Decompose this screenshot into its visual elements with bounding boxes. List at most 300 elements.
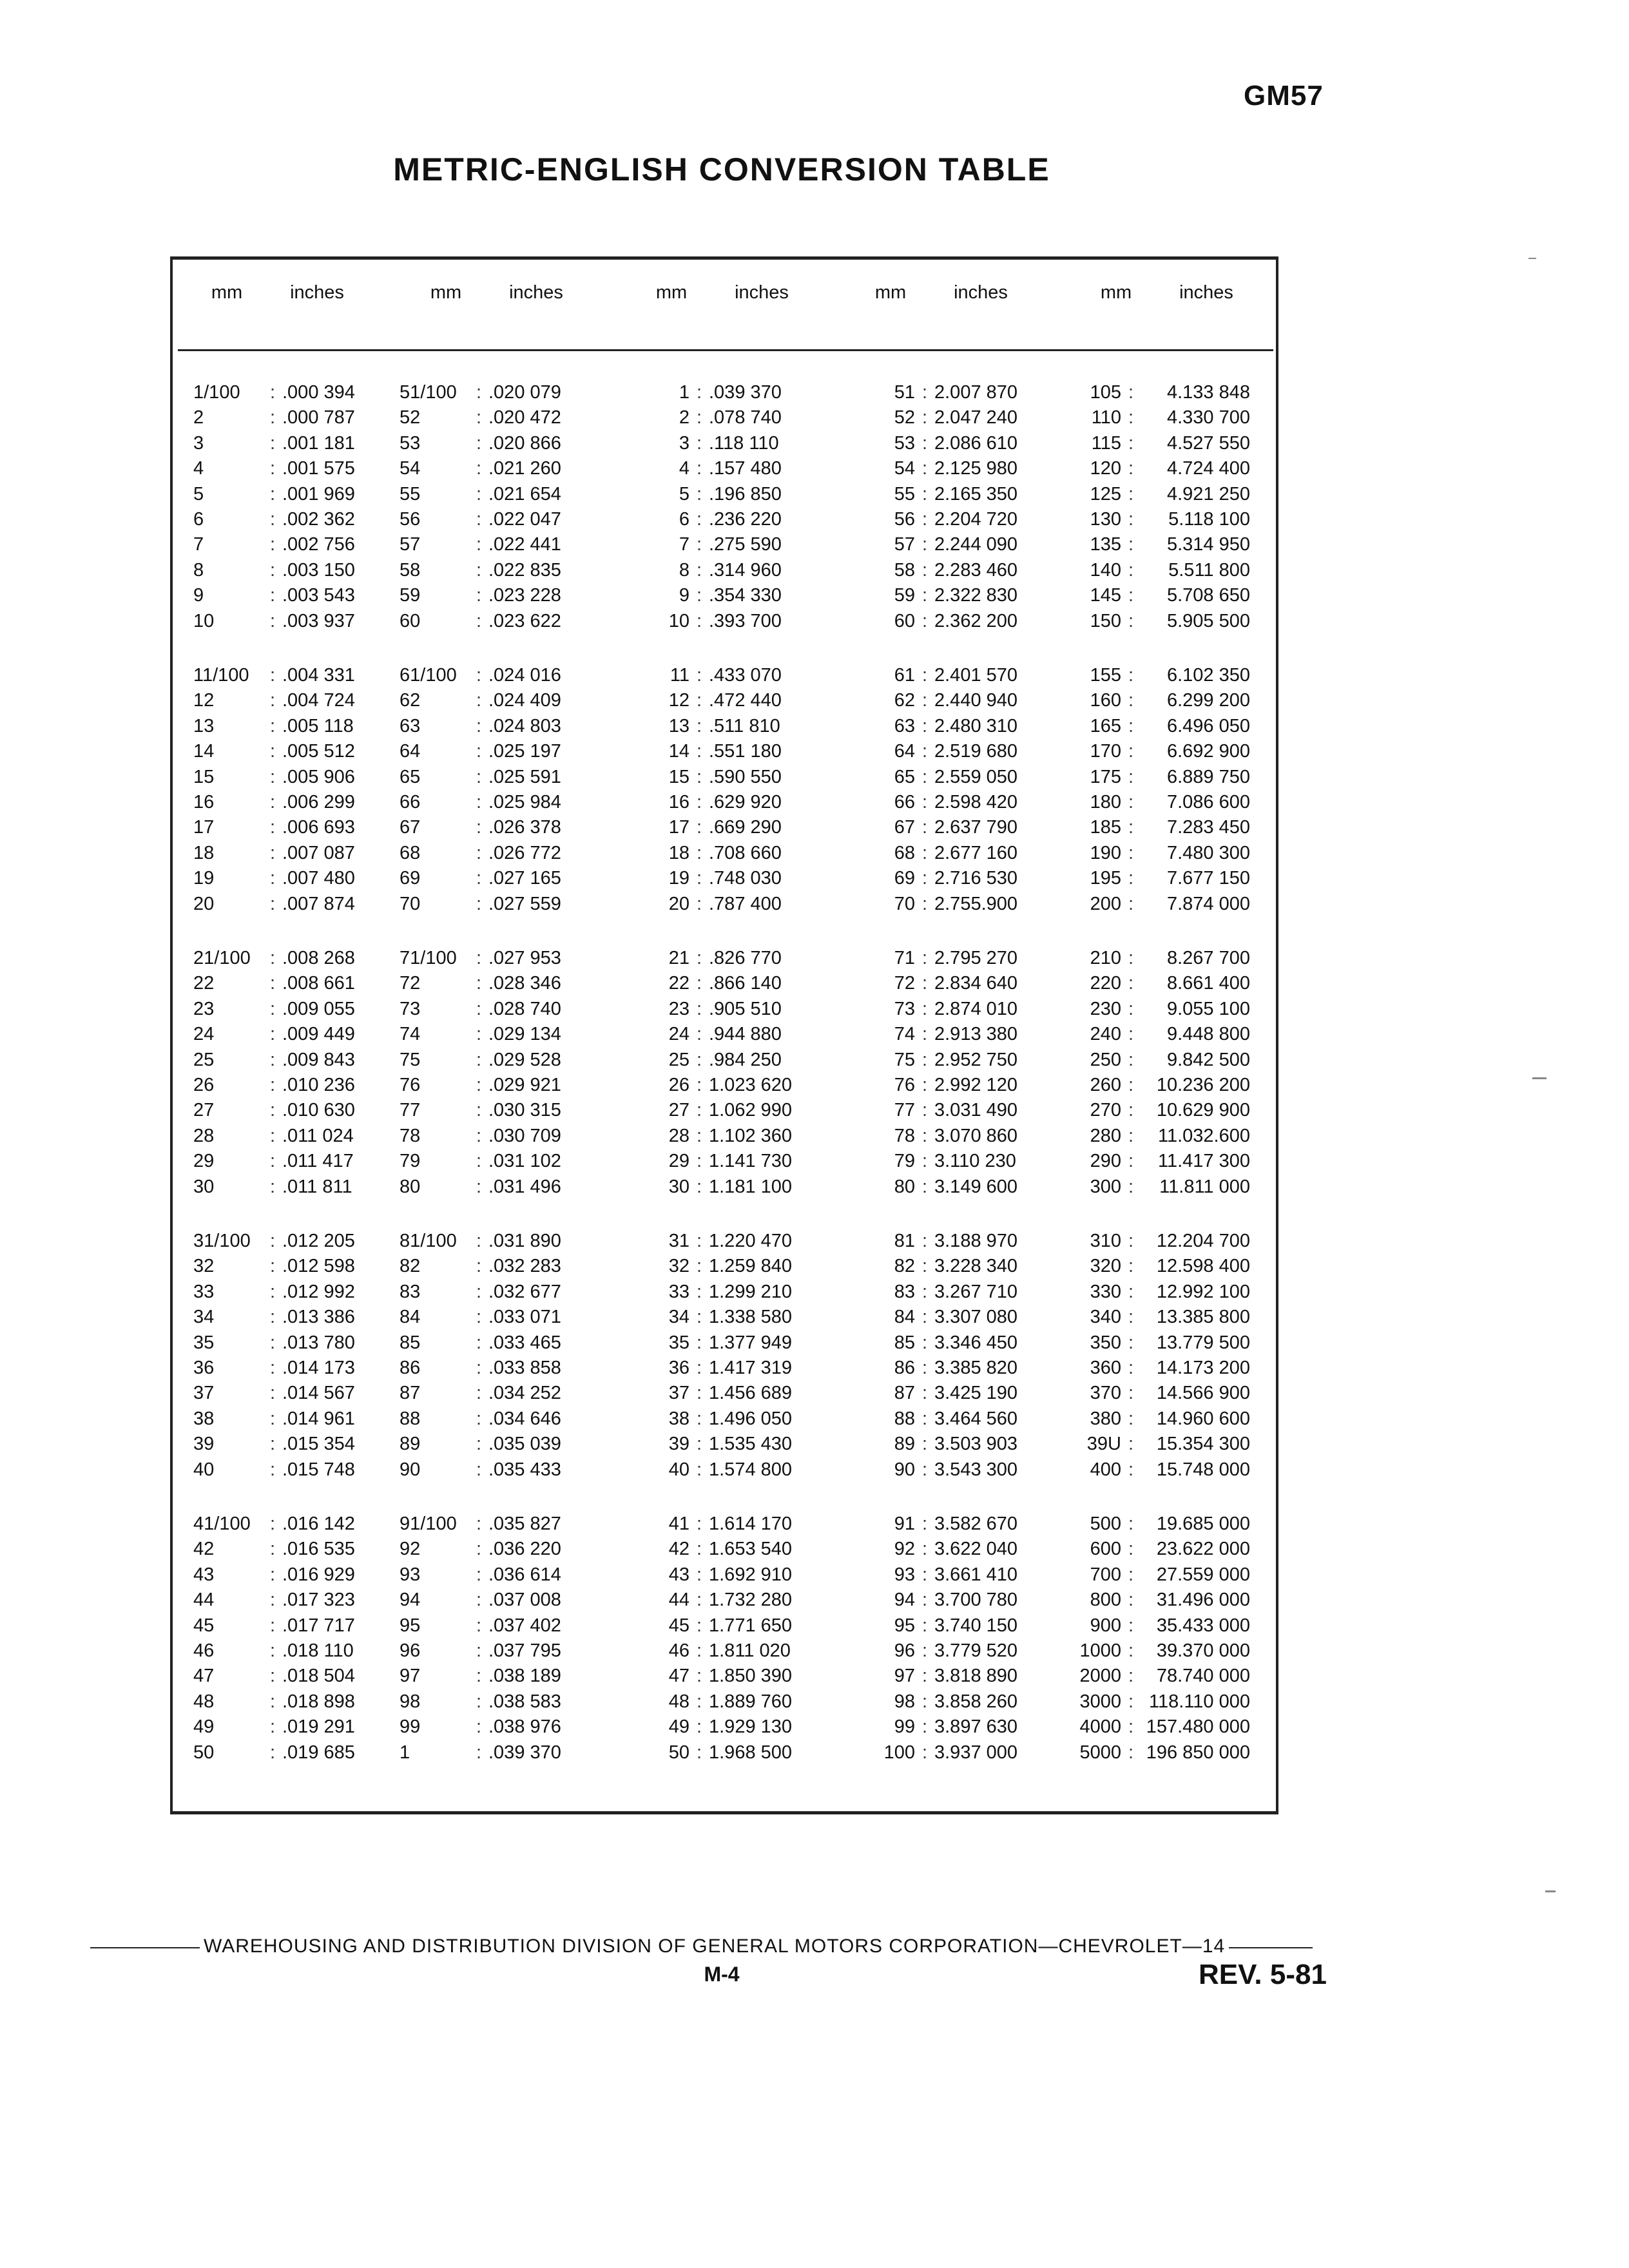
mm-value: 35 — [193, 1332, 215, 1353]
colon-separator: : — [1128, 1408, 1134, 1429]
conversion-pair — [400, 765, 619, 790]
inches-value: .944 880 — [709, 1024, 782, 1045]
inches-value: 3.425 190 — [934, 1383, 1018, 1404]
table-row — [193, 1407, 1263, 1432]
inches-value: .022 835 — [488, 559, 561, 581]
colon-separator: : — [476, 1716, 482, 1738]
mm-value: 4000 — [1079, 1716, 1121, 1738]
colon-separator: : — [921, 1408, 928, 1429]
colon-separator: : — [476, 1151, 482, 1172]
mm-value: 5 — [679, 483, 689, 505]
colon-separator: : — [476, 817, 482, 838]
conversion-pair — [400, 1407, 619, 1432]
colon-separator: : — [696, 1666, 702, 1687]
colon-separator: : — [1128, 665, 1134, 686]
conversion-pair — [193, 765, 400, 790]
mm-value: 50 — [193, 1742, 215, 1763]
colon-separator: : — [921, 817, 928, 838]
mm-value: 98 — [894, 1691, 915, 1712]
conversion-pair — [838, 1356, 1057, 1381]
inches-value: .001 181 — [282, 432, 355, 454]
mm-value: 42 — [668, 1539, 689, 1560]
mm-value: 19 — [668, 868, 689, 889]
table-row — [193, 663, 1263, 688]
inches-value: 2.480 310 — [934, 715, 1018, 736]
footer-rule-left — [90, 1947, 200, 1948]
colon-separator: : — [476, 1307, 482, 1328]
mm-value: 35 — [668, 1332, 689, 1353]
mm-value: 46 — [668, 1640, 689, 1661]
table-row — [193, 1305, 1263, 1330]
colon-separator: : — [476, 1256, 482, 1277]
inches-value: 10.236 200 — [1156, 1074, 1250, 1095]
inches-value: 2.677 160 — [934, 842, 1018, 863]
colon-separator: : — [269, 1049, 276, 1070]
colon-separator: : — [269, 1640, 276, 1661]
colon-separator: : — [269, 1539, 276, 1560]
inches-value: .031 496 — [488, 1176, 561, 1197]
conversion-pair — [400, 1175, 619, 1200]
conversion-pair — [400, 1740, 619, 1765]
inches-value: 7.677 150 — [1166, 868, 1250, 889]
conversion-pair — [838, 1537, 1057, 1562]
table-row — [193, 1098, 1263, 1123]
conversion-pair — [838, 507, 1057, 532]
mm-value: 83 — [894, 1281, 915, 1302]
conversion-pair — [838, 609, 1057, 634]
mm-value: 61/100 — [400, 665, 457, 686]
colon-separator: : — [269, 868, 276, 889]
mm-value: 30 — [668, 1176, 689, 1197]
inches-value: 3.267 710 — [934, 1281, 1018, 1302]
mm-value: 48 — [193, 1691, 215, 1712]
mm-value: 68 — [400, 842, 421, 863]
table-row — [193, 558, 1263, 583]
colon-separator: : — [1128, 508, 1134, 530]
inches-value: 14.566 900 — [1156, 1383, 1250, 1404]
mm-value: 290 — [1090, 1151, 1121, 1172]
inches-value: 2.598 420 — [934, 791, 1018, 812]
colon-separator: : — [1128, 893, 1134, 914]
inches-value: 3.503 903 — [934, 1434, 1018, 1455]
conversion-pair — [1057, 1124, 1263, 1149]
mm-value: 82 — [400, 1256, 421, 1277]
conversion-pair — [193, 790, 400, 815]
colon-separator: : — [269, 1281, 276, 1302]
conversion-pair — [838, 1048, 1057, 1073]
colon-separator: : — [696, 1256, 702, 1277]
mm-value: 73 — [894, 998, 915, 1019]
colon-separator: : — [696, 715, 702, 736]
inches-value: 11.811 000 — [1159, 1176, 1250, 1197]
inches-value: 2.755.900 — [934, 893, 1018, 914]
mm-value: 63 — [894, 715, 915, 736]
colon-separator: : — [476, 1281, 482, 1302]
conversion-pair — [193, 456, 400, 481]
colon-separator: : — [696, 1539, 702, 1560]
table-block — [193, 946, 1263, 1200]
mm-value: 4 — [193, 458, 204, 479]
colon-separator: : — [921, 1151, 928, 1172]
mm-value: 84 — [400, 1307, 421, 1328]
mm-value: 97 — [400, 1666, 421, 1687]
colon-separator: : — [476, 483, 482, 505]
mm-value: 1 — [679, 382, 689, 403]
colon-separator: : — [921, 1332, 928, 1353]
mm-value: 1/100 — [193, 382, 240, 403]
conversion-pair — [400, 1664, 619, 1689]
conversion-pair — [1057, 1715, 1263, 1740]
conversion-pair — [400, 558, 619, 583]
conversion-pair — [193, 583, 400, 608]
table-row — [193, 1613, 1263, 1639]
mm-value: 500 — [1090, 1514, 1121, 1534]
header-group — [175, 282, 394, 344]
colon-separator: : — [476, 690, 482, 711]
conversion-pair — [619, 558, 838, 583]
conversion-pair — [838, 688, 1057, 713]
colon-separator: : — [1128, 1691, 1134, 1712]
mm-value: 67 — [400, 817, 421, 838]
conversion-pair — [619, 609, 838, 634]
colon-separator: : — [476, 1049, 482, 1070]
conversion-pair — [1057, 1356, 1263, 1381]
footer-text: WAREHOUSING AND DISTRIBUTION DIVISION OF GENERAL MOTORS CORPORATION—CHEVROLET—14 — [204, 1936, 1226, 1957]
inches-value: .019 685 — [282, 1742, 355, 1763]
conversion-pair — [193, 1381, 400, 1406]
mm-value: 48 — [668, 1691, 689, 1712]
colon-separator: : — [269, 1231, 276, 1251]
colon-separator: : — [269, 1024, 276, 1045]
mm-value: 71 — [894, 948, 915, 968]
colon-separator: : — [1128, 948, 1134, 968]
conversion-pair — [838, 1613, 1057, 1639]
colon-separator: : — [269, 1459, 276, 1480]
inches-value: 5.118 100 — [1168, 508, 1250, 530]
mm-value: 12 — [193, 690, 215, 711]
mm-value: 26 — [193, 1074, 215, 1095]
colon-separator: : — [1128, 1100, 1134, 1121]
inches-value: 1.377 949 — [709, 1332, 793, 1353]
conversion-pair — [619, 866, 838, 891]
inches-value: .003 150 — [282, 559, 355, 581]
mm-value: 350 — [1090, 1332, 1121, 1353]
colon-separator: : — [476, 791, 482, 812]
mm-value: 17 — [193, 817, 215, 838]
colon-separator: : — [921, 610, 928, 631]
colon-separator: : — [269, 1564, 276, 1585]
mm-value: 95 — [894, 1615, 915, 1636]
conversion-pair — [838, 739, 1057, 764]
table-row — [193, 1280, 1263, 1305]
colon-separator: : — [696, 1640, 702, 1661]
mm-value: 50 — [668, 1742, 689, 1763]
mm-value: 220 — [1090, 973, 1121, 994]
colon-separator: : — [1128, 1459, 1134, 1480]
inches-value: .011 811 — [282, 1176, 352, 1197]
inches-value: 4.330 700 — [1166, 407, 1250, 428]
colon-separator: : — [476, 1691, 482, 1712]
mm-value: 250 — [1090, 1049, 1121, 1070]
mm-value: 70 — [894, 893, 915, 914]
conversion-pair — [838, 971, 1057, 996]
colon-separator: : — [1128, 766, 1134, 787]
conversion-pair — [838, 532, 1057, 557]
mm-value: 32 — [193, 1256, 215, 1277]
mm-value: 270 — [1090, 1100, 1121, 1121]
inches-value: .003 937 — [282, 610, 355, 631]
inches-value: .027 165 — [488, 868, 561, 889]
table-row — [193, 1048, 1263, 1073]
colon-separator: : — [269, 1408, 276, 1429]
inches-value: .034 646 — [488, 1408, 561, 1429]
inches-value: .669 290 — [709, 817, 782, 838]
mm-value: 74 — [400, 1024, 421, 1045]
inches-value: 2.440 940 — [934, 690, 1018, 711]
conversion-pair — [1057, 1740, 1263, 1765]
colon-separator: : — [476, 766, 482, 787]
mm-value: 105 — [1090, 382, 1121, 403]
mm-value: 340 — [1090, 1307, 1121, 1328]
conversion-pair — [193, 609, 400, 634]
header-inches: inches — [1179, 282, 1233, 303]
inches-value: .036 614 — [488, 1564, 561, 1585]
header-inches: inches — [735, 282, 789, 303]
conversion-pair — [193, 507, 400, 532]
mm-value: 98 — [400, 1691, 421, 1712]
conversion-pair — [400, 1022, 619, 1047]
mm-value: 33 — [668, 1281, 689, 1302]
colon-separator: : — [921, 534, 928, 555]
inches-value: 2.165 350 — [934, 483, 1018, 505]
colon-separator: : — [921, 1716, 928, 1738]
inches-value: .003 543 — [282, 585, 355, 606]
mm-value: 8 — [193, 559, 204, 581]
conversion-pair — [1057, 1098, 1263, 1123]
mm-value: 145 — [1090, 585, 1121, 606]
inches-value: 1.417 319 — [709, 1357, 793, 1378]
inches-value: 3.031 490 — [934, 1100, 1018, 1121]
footer — [90, 1936, 1334, 1957]
conversion-pair — [838, 1022, 1057, 1047]
conversion-pair — [193, 997, 400, 1022]
mm-value: 81 — [894, 1231, 915, 1251]
colon-separator: : — [1128, 791, 1134, 812]
conversion-pair — [193, 841, 400, 866]
mm-value: 99 — [400, 1716, 421, 1738]
header-divider — [178, 349, 1273, 351]
inches-value: 2.007 870 — [934, 382, 1018, 403]
inches-value: .984 250 — [709, 1049, 782, 1070]
conversion-pair — [400, 380, 619, 405]
colon-separator: : — [696, 741, 702, 762]
conversion-pair — [838, 1124, 1057, 1149]
conversion-pair — [1057, 815, 1263, 840]
inches-value: 1.023 620 — [709, 1074, 793, 1095]
conversion-pair — [1057, 1639, 1263, 1664]
colon-separator: : — [696, 948, 702, 968]
inches-value: 3.622 040 — [934, 1539, 1018, 1560]
colon-separator: : — [696, 432, 702, 454]
conversion-pair — [400, 1356, 619, 1381]
inches-value: 5.314 950 — [1166, 534, 1250, 555]
mm-value: 400 — [1090, 1459, 1121, 1480]
inches-value: 2.283 460 — [934, 559, 1018, 581]
table-row — [193, 1639, 1263, 1664]
inches-value: .008 268 — [282, 948, 355, 968]
colon-separator: : — [1128, 1307, 1134, 1328]
mm-value: 51 — [894, 382, 915, 403]
conversion-pair — [838, 1098, 1057, 1123]
inches-value: .039 370 — [488, 1742, 561, 1763]
mm-value: 84 — [894, 1307, 915, 1328]
mm-value: 195 — [1090, 868, 1121, 889]
conversion-pair — [1057, 971, 1263, 996]
mm-value: 62 — [894, 690, 915, 711]
mm-value: 23 — [193, 998, 215, 1019]
mm-value: 87 — [400, 1383, 421, 1404]
conversion-pair — [619, 1124, 838, 1149]
conversion-pair — [838, 815, 1057, 840]
conversion-pair — [838, 1149, 1057, 1174]
colon-separator: : — [921, 1666, 928, 1687]
inches-value: .021 260 — [488, 458, 561, 479]
conversion-pair — [1057, 1381, 1263, 1406]
inches-value: 7.480 300 — [1166, 842, 1250, 863]
colon-separator: : — [1128, 1151, 1134, 1172]
inches-value: 3.858 260 — [934, 1691, 1018, 1712]
mm-value: 22 — [668, 973, 689, 994]
header-group — [833, 282, 1052, 344]
colon-separator: : — [476, 1176, 482, 1197]
conversion-pair — [1057, 1512, 1263, 1537]
table-row — [193, 997, 1263, 1022]
conversion-pair — [400, 1562, 619, 1588]
colon-separator: : — [269, 1151, 276, 1172]
table-row — [193, 688, 1263, 713]
colon-separator: : — [1128, 817, 1134, 838]
conversion-pair — [619, 1512, 838, 1537]
mm-value: 26 — [668, 1074, 689, 1095]
inches-value: 2.086 610 — [934, 432, 1018, 454]
inches-value: 12.204 700 — [1156, 1231, 1250, 1251]
inches-value: .008 661 — [282, 973, 355, 994]
mm-value: 76 — [894, 1074, 915, 1095]
inches-value: .012 205 — [282, 1231, 355, 1251]
mm-value: 89 — [400, 1434, 421, 1455]
conversion-pair — [619, 663, 838, 688]
conversion-pair — [619, 1562, 838, 1588]
inches-value: 6.102 350 — [1166, 665, 1250, 686]
colon-separator: : — [476, 382, 482, 403]
colon-separator: : — [269, 1514, 276, 1534]
header-mm: mm — [874, 282, 907, 303]
mm-value: 86 — [400, 1357, 421, 1378]
conversion-pair — [838, 558, 1057, 583]
colon-separator: : — [1128, 1666, 1134, 1687]
colon-separator: : — [696, 868, 702, 889]
mm-value: 46 — [193, 1640, 215, 1661]
conversion-pair — [619, 1588, 838, 1613]
inches-value: 2.716 530 — [934, 868, 1018, 889]
conversion-pair — [193, 1098, 400, 1123]
inches-value: .236 220 — [709, 508, 782, 530]
mm-value: 6 — [679, 508, 689, 530]
inches-value: .393 700 — [709, 610, 782, 631]
inches-value: 3.149 600 — [934, 1176, 1018, 1197]
conversion-pair — [1057, 714, 1263, 739]
colon-separator: : — [269, 715, 276, 736]
inches-value: .551 180 — [709, 741, 782, 762]
inches-value: 2.952 750 — [934, 1049, 1018, 1070]
inches-value: .036 220 — [488, 1539, 561, 1560]
mm-value: 74 — [894, 1024, 915, 1045]
inches-value: 6.496 050 — [1166, 715, 1250, 736]
inches-value: .005 512 — [282, 741, 355, 762]
mm-value: 16 — [668, 791, 689, 812]
colon-separator: : — [696, 1564, 702, 1585]
table-row — [193, 456, 1263, 481]
colon-separator: : — [1128, 842, 1134, 863]
mm-value: 49 — [668, 1716, 689, 1738]
mm-value: 2 — [193, 407, 204, 428]
table-row — [193, 946, 1263, 971]
mm-value: 320 — [1090, 1256, 1121, 1277]
mm-value: 67 — [894, 817, 915, 838]
inches-value: 1.929 130 — [709, 1716, 793, 1738]
colon-separator: : — [921, 1459, 928, 1480]
mm-value: 69 — [400, 868, 421, 889]
inches-value: .015 354 — [282, 1434, 355, 1455]
conversion-pair — [400, 892, 619, 917]
mm-value: 3 — [679, 432, 689, 454]
inches-value: .029 921 — [488, 1074, 561, 1095]
conversion-pair — [838, 1562, 1057, 1588]
colon-separator: : — [269, 1125, 276, 1146]
mm-value: 240 — [1090, 1024, 1121, 1045]
conversion-pair — [619, 1098, 838, 1123]
colon-separator: : — [1128, 458, 1134, 479]
inches-value: .019 291 — [282, 1716, 355, 1738]
mm-value: 24 — [668, 1024, 689, 1045]
table-row — [193, 1562, 1263, 1588]
mm-value: 76 — [400, 1074, 421, 1095]
colon-separator: : — [921, 1256, 928, 1277]
mm-value: 15 — [668, 766, 689, 787]
conversion-pair — [619, 1613, 838, 1639]
conversion-pair — [193, 1432, 400, 1457]
table-block — [193, 1512, 1263, 1765]
mm-value: 150 — [1090, 610, 1121, 631]
inches-value: 6.692 900 — [1166, 741, 1250, 762]
inches-value: 1.574 800 — [709, 1459, 793, 1480]
conversion-pair — [400, 482, 619, 507]
header-inches: inches — [290, 282, 344, 303]
conversion-pair — [619, 1432, 838, 1457]
mm-value: 82 — [894, 1256, 915, 1277]
inches-value: .038 583 — [488, 1691, 561, 1712]
colon-separator: : — [476, 998, 482, 1019]
conversion-pair — [193, 892, 400, 917]
colon-separator: : — [269, 1666, 276, 1687]
colon-separator: : — [1128, 998, 1134, 1019]
mm-value: 34 — [193, 1307, 215, 1328]
conversion-pair — [400, 815, 619, 840]
conversion-pair — [193, 1124, 400, 1149]
colon-separator: : — [476, 893, 482, 914]
conversion-pair — [193, 558, 400, 583]
inches-value: 8.267 700 — [1166, 948, 1250, 968]
